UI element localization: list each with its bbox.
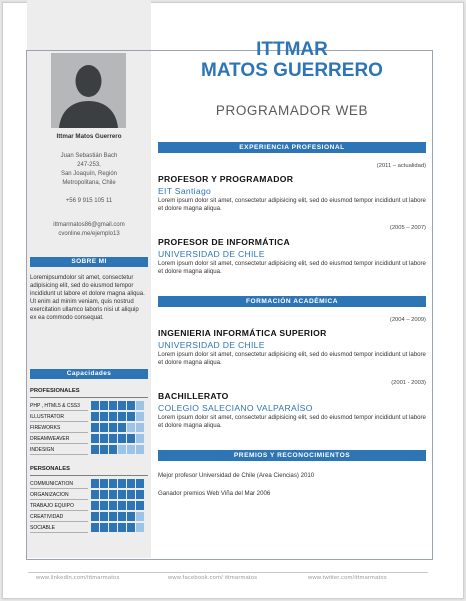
skill-level-meter	[91, 479, 144, 488]
skill-level-filled	[100, 434, 108, 443]
skill-level-empty	[136, 434, 144, 443]
skill-level-empty	[136, 423, 144, 432]
skill-name: COMMUNICATION	[30, 479, 88, 489]
skill-level-filled	[136, 501, 144, 510]
about-heading: SOBRE MI	[30, 257, 148, 267]
skill-level-filled	[118, 401, 126, 410]
education-degree: INGENIERIA INFORMÁTICA SUPERIOR	[158, 328, 327, 338]
skill-level-filled	[127, 401, 135, 410]
skill-level-filled	[118, 423, 126, 432]
skill-level-filled	[118, 479, 126, 488]
skill-name: ORGANIZACION	[30, 490, 88, 500]
skill-level-filled	[118, 434, 126, 443]
skill-level-filled	[118, 512, 126, 521]
skill-level-filled	[91, 490, 99, 499]
skill-level-empty	[136, 512, 144, 521]
skill-level-filled	[91, 512, 99, 521]
skill-level-filled	[91, 434, 99, 443]
skill-row	[30, 445, 148, 455]
skill-level-filled	[91, 501, 99, 510]
skill-level-filled	[109, 501, 117, 510]
skill-row	[30, 479, 148, 489]
skill-level-filled	[109, 490, 117, 499]
skill-level-filled	[91, 479, 99, 488]
facebook-link[interactable]: www.facebook.com/ ittmarmatos	[168, 575, 258, 581]
skill-level-filled	[91, 412, 99, 421]
skill-level-meter	[91, 490, 144, 499]
divider	[30, 397, 148, 398]
skill-level-filled	[118, 490, 126, 499]
skill-level-empty	[136, 401, 144, 410]
skill-row	[30, 501, 148, 511]
skill-level-filled	[100, 401, 108, 410]
skill-level-filled	[127, 523, 135, 532]
skill-level-filled	[127, 479, 135, 488]
experience-heading: EXPERIENCIA PROFESIONAL	[158, 142, 426, 153]
experience-role: PROFESOR Y PROGRAMADOR	[158, 174, 294, 184]
skill-level-filled	[109, 523, 117, 532]
skill-level-filled	[109, 412, 117, 421]
skill-level-filled	[118, 412, 126, 421]
skill-level-filled	[100, 445, 108, 454]
skill-level-filled	[127, 412, 135, 421]
skill-level-filled	[109, 434, 117, 443]
twitter-link[interactable]: www.twitter.com/ittmarmatos	[308, 575, 387, 581]
skills-heading: Capacidades	[30, 369, 148, 379]
skill-row	[30, 412, 148, 422]
skill-level-filled	[91, 445, 99, 454]
skill-row	[30, 401, 148, 411]
skill-level-filled	[100, 523, 108, 532]
linkedin-link[interactable]: www.linkedin.com/ittmarmatos	[36, 575, 120, 581]
skill-level-filled	[118, 501, 126, 510]
skill-level-filled	[109, 512, 117, 521]
skill-level-empty	[127, 423, 135, 432]
phone: +56 9 915 105 11	[65, 198, 113, 204]
skill-level-filled	[100, 490, 108, 499]
skill-name: DREAMWEAVER	[30, 434, 88, 444]
about-text: Loremipsumdolor sit amet, consectetur adipisicing elit, sed do eiusmod tempor incididunt ut labore et dolore magna aliqua. Ut enim ad minim veniam, quis nostrud exercitation ullamco laboris nisi ut aliquip ex ea commodo consequat.	[30, 275, 145, 321]
education-date: (2004 – 2009)	[389, 317, 426, 323]
name-line-1: ITTMAR	[256, 39, 328, 60]
sidebar-name: Ittmar Matos Guerrero	[56, 133, 122, 140]
education-description: Lorem ipsum dolor sit amet, consectetur adipisicing elit, sed do eiusmod tempor incididunt ut labore et dolore magna aliqua.	[158, 351, 426, 367]
award-item: Ganador premios Web Viña del Mar 2006	[158, 490, 271, 497]
job-title: PROGRAMADOR WEB	[215, 103, 369, 118]
skill-level-empty	[136, 523, 144, 532]
skill-level-meter	[91, 501, 144, 510]
skill-level-filled	[127, 434, 135, 443]
skill-level-filled	[109, 401, 117, 410]
skill-level-empty	[136, 445, 144, 454]
skill-level-filled	[100, 512, 108, 521]
skill-level-filled	[118, 523, 126, 532]
personal-skills-heading: PERSONALES	[30, 466, 70, 472]
skill-row	[30, 490, 148, 500]
skill-level-meter	[91, 512, 144, 521]
experience-role: PROFESOR DE INFORMÁTICA	[158, 237, 290, 247]
education-institution: COLEGIO SALECIANO VALPARAÍSO	[158, 403, 313, 413]
skill-level-meter	[91, 434, 144, 443]
skill-level-filled	[91, 523, 99, 532]
award-item: Mejor profesor Universidad de Chile (Area Ciencias) 2010	[158, 472, 315, 479]
web-contact	[27, 221, 151, 238]
skill-row	[30, 512, 148, 522]
address-line: 247-253,	[77, 162, 101, 168]
experience-date: (2011 – actualidad)	[376, 163, 426, 169]
address-line: Metropolitana, Chile	[62, 180, 116, 186]
skill-level-filled	[109, 423, 117, 432]
skill-level-filled	[109, 479, 117, 488]
education-description: Lorem ipsum dolor sit amet, consectetur adipisicing elit, sed do eiusmod tempor incididunt ut labore et dolore magna aliqua.	[158, 414, 426, 430]
skill-name: CREATIVIDAD	[30, 512, 88, 522]
skill-level-filled	[91, 423, 99, 432]
education-institution: UNIVERSIDAD DE CHILE	[158, 340, 265, 350]
skill-name: INDESIGN	[30, 445, 88, 455]
skill-level-filled	[127, 490, 135, 499]
skill-level-filled	[109, 445, 117, 454]
address	[27, 152, 151, 188]
skill-level-meter	[91, 523, 144, 532]
skill-level-empty	[136, 412, 144, 421]
experience-org: UNIVERSIDAD DE CHILE	[158, 249, 265, 259]
skill-name: PHP , HTML5 & CSS3	[30, 401, 88, 411]
skill-level-meter	[91, 445, 144, 454]
address-line: San Joaquín, Región	[60, 171, 118, 177]
skill-level-filled	[100, 412, 108, 421]
skill-level-filled	[136, 490, 144, 499]
skill-name: TRABAJO EQUIPO	[30, 501, 88, 511]
skill-name: SOCIABLE	[30, 523, 88, 533]
name-line-2: MATOS GUERRERO	[201, 60, 383, 81]
skill-level-meter	[91, 412, 144, 421]
skill-name: ILLUSTRATOR	[30, 412, 88, 422]
skill-row	[30, 523, 148, 533]
awards-heading: PREMIOS Y RECONOCIMIENTOS	[158, 450, 426, 461]
skill-level-empty	[118, 445, 126, 454]
professional-skills-heading: PROFESIONALES	[30, 388, 80, 394]
divider	[30, 475, 148, 476]
experience-org: EIT Santiago	[158, 186, 212, 196]
footer	[28, 572, 428, 582]
education-degree: BACHILLERATO	[158, 391, 229, 401]
skill-level-filled	[91, 401, 99, 410]
skill-level-filled	[100, 423, 108, 432]
skill-level-meter	[91, 423, 144, 432]
education-date: (2001 - 2003)	[391, 380, 426, 386]
skill-level-filled	[100, 501, 108, 510]
address-line: Juan Sebastián Bach	[60, 153, 118, 159]
experience-description: Lorem ipsum dolor sit amet, consectetur adipisicing elit, sed do eiusmod tempor incididunt ut labore et dolore magna aliqua.	[158, 197, 426, 213]
skill-level-meter	[91, 401, 144, 410]
email-link[interactable]: ittmarmatos86@gmail.com	[53, 222, 125, 228]
skill-level-filled	[100, 479, 108, 488]
education-heading: FORMACIÓN ACADÉMICA	[158, 296, 426, 307]
experience-description: Lorem ipsum dolor sit amet, consectetur adipisicing elit, sed do eiusmod tempor incididunt ut labore et dolore magna aliqua.	[158, 260, 426, 276]
skill-level-filled	[127, 501, 135, 510]
skill-level-filled	[127, 512, 135, 521]
website-link[interactable]: cvonline.me/ejemplo13	[58, 230, 120, 237]
skill-level-empty	[127, 445, 135, 454]
experience-date: (2005 – 2007)	[389, 225, 426, 231]
skill-name: FIREWORKS	[30, 423, 88, 433]
skill-row	[30, 434, 148, 444]
profile-photo	[51, 53, 126, 128]
skill-level-filled	[136, 479, 144, 488]
skill-row	[30, 423, 148, 433]
